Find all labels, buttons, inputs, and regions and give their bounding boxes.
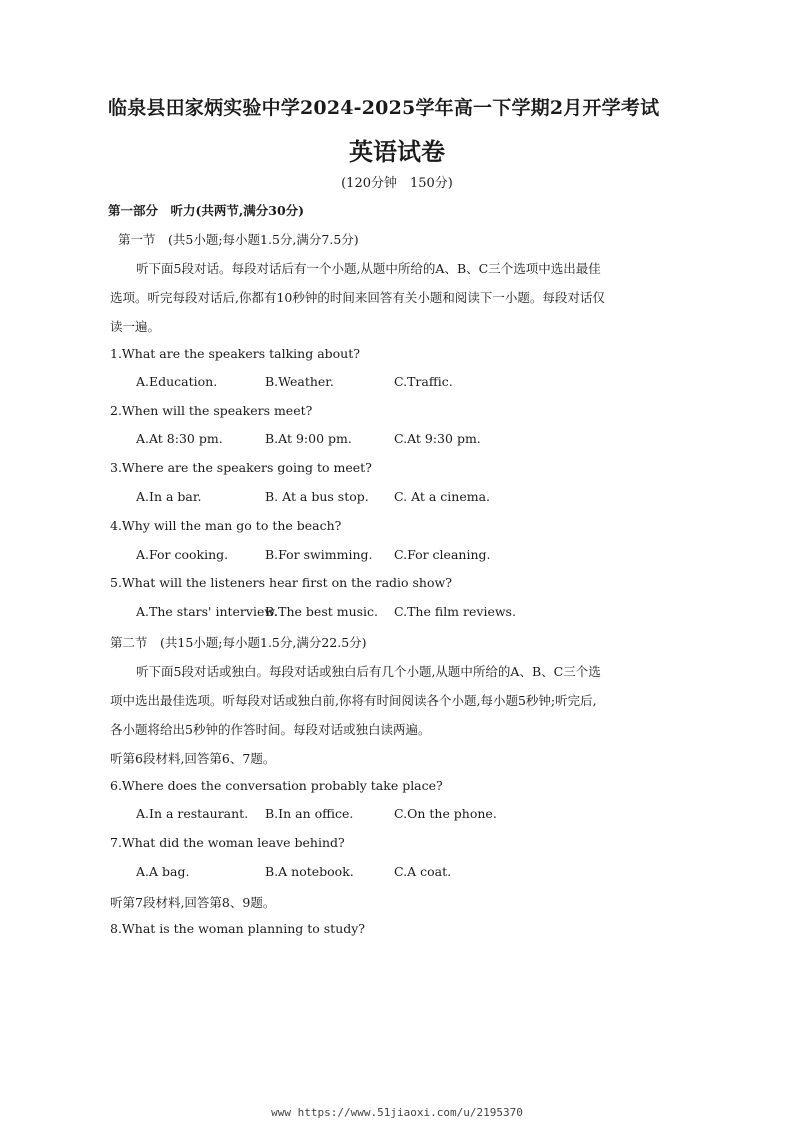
section1-instruction-line: 选项。听完每段对话后,你都有10秒钟的时间来回答有关小题和阅读下一小题。每段对话仅 [110,290,605,305]
section1-title: 第一节 (共5小题;每小题1.5分,满分7.5分) [118,232,359,247]
question-4: 4.Why will the man go to the beach? [110,518,342,533]
section1-instruction-line: 读一遍。 [110,319,161,334]
material-6-note: 听第6段材料,回答第6、7题。 [110,751,276,766]
option-b: B.For swimming. [265,547,373,562]
option-b: B. At a bus stop. [265,489,369,504]
question-1: 1.What are the speakers talking about? [110,346,360,361]
option-a: A.Education. [136,374,218,389]
section2-instruction-line: 听下面5段对话或独白。每段对话或独白后有几个小题,从题中所给的A、B、C三个选 [136,664,601,679]
option-c: C.On the phone. [394,806,497,821]
option-b: B.In an office. [265,806,354,821]
option-b: B.At 9:00 pm. [265,431,352,446]
option-a: A.At 8:30 pm. [136,431,223,446]
question-7: 7.What did the woman leave behind? [110,835,345,850]
question-5: 5.What will the listeners hear first on the radio show? [110,575,452,590]
watermark-url: www https://www.51jiaoxi.com/u/2195370 [271,1106,523,1119]
question-2: 2.When will the speakers meet? [110,403,313,418]
question-3: 3.Where are the speakers going to meet? [110,460,372,475]
section2-instruction-line: 项中选出最佳选项。听每段对话或独白前,你将有时间阅读各个小题,每小题5秒钟;听完后, [110,693,597,708]
question-6: 6.Where does the conversation probably take place? [110,778,443,793]
material-7-note: 听第7段材料,回答第8、9题。 [110,895,276,910]
option-b: B.A notebook. [265,864,354,879]
option-a: A.For cooking. [136,547,229,562]
section1-instruction-line: 听下面5段对话。每段对话后有一个小题,从题中所给的A、B、C三个选项中选出最佳 [136,261,601,276]
option-c: C.At 9:30 pm. [394,431,481,446]
option-c: C.The film reviews. [394,604,516,619]
option-b: B.Weather. [265,374,334,389]
option-a: A.A bag. [136,864,190,879]
option-c: C.Traffic. [394,374,453,389]
option-a: A.In a restaurant. [136,806,249,821]
part1-title: 第一部分 听力(共两节,满分30分) [108,203,305,218]
option-a: A.In a bar. [136,489,202,504]
subject-title: 英语试卷 [349,137,445,166]
question-8: 8.What is the woman planning to study? [110,921,366,936]
option-c: C.For cleaning. [394,547,491,562]
option-c: C. At a cinema. [394,489,491,504]
exam-duration: (120分钟 150分) [341,176,453,191]
option-a: A.The stars' interview. [136,604,278,619]
exam-title: 临泉县田家炳实验中学2024-2025学年高一下学期2月开学考试 [108,97,660,119]
option-c: C.A coat. [394,864,452,879]
section2-instruction-line: 各小题将给出5秒钟的作答时间。每段对话或独白读两遍。 [110,722,431,737]
section2-title: 第二节 (共15小题;每小题1.5分,满分22.5分) [110,635,367,650]
option-b: B.The best music. [265,604,379,619]
